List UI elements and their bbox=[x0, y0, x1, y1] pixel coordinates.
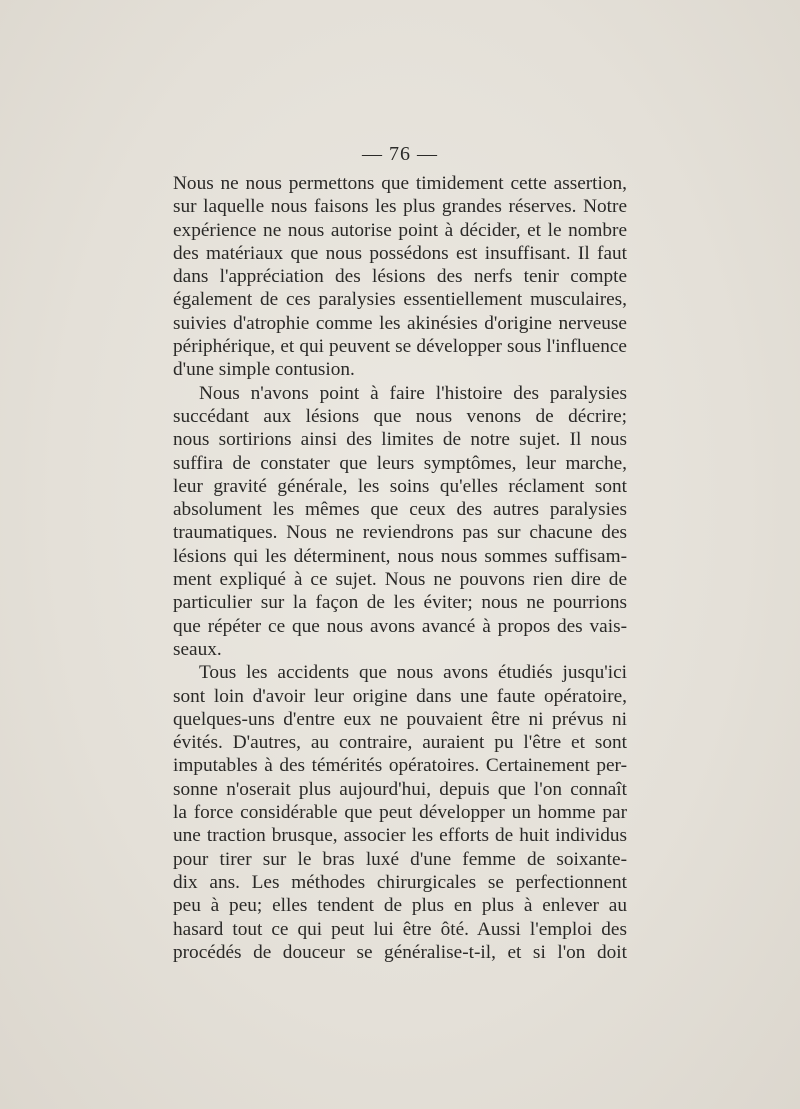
text-line: sonne n'oserait plus aujourd'hui, depuis que l'on connaît bbox=[173, 778, 627, 800]
text-line: Tous les accidents que nous avons étudiés jusqu'ici bbox=[199, 662, 627, 684]
text-line: leur gravité générale, les soins qu'elles réclament sont bbox=[173, 475, 627, 497]
text-line: peu à peu; elles tendent de plus en plus à enlever au bbox=[173, 895, 627, 917]
text-line: que répéter ce que nous avons avancé à propos des vais- bbox=[173, 615, 627, 637]
text-line: la force considérable que peut développer un homme par bbox=[173, 802, 627, 824]
text-line: lésions qui les déterminent, nous nous sommes suffisam- bbox=[173, 545, 627, 567]
text-line: seaux. bbox=[173, 638, 222, 660]
text-line: imputables à des témérités opératoires. Certainement per- bbox=[173, 755, 627, 777]
text-line: particulier sur la façon de les éviter; nous ne pourrions bbox=[173, 592, 627, 614]
text-line: ment expliqué à ce sujet. Nous ne pouvons rien dire de bbox=[173, 569, 627, 591]
text-line: nous sortirions ainsi des limites de notre sujet. Il nous bbox=[173, 429, 627, 451]
text-line: sont loin d'avoir leur origine dans une faute opératoire, bbox=[173, 685, 627, 707]
text-line: traumatiques. Nous ne reviendrons pas sur chacune des bbox=[173, 522, 627, 544]
body-text bbox=[173, 172, 627, 964]
text-line: absolument les mêmes que ceux des autres paralysies bbox=[173, 499, 627, 521]
text-line: sur laquelle nous faisons les plus grandes réserves. Notre bbox=[173, 196, 627, 218]
text-line: quelques-uns d'entre eux ne pouvaient être ni prévus ni bbox=[173, 708, 627, 730]
text-line: suffira de constater que leurs symptômes, leur marche, bbox=[173, 452, 627, 474]
text-line: des matériaux que nous possédons est insuffisant. Il faut bbox=[173, 242, 627, 264]
text-line: procédés de douceur se généralise-t-il, et si l'on doit bbox=[173, 941, 627, 963]
text-line: une traction brusque, associer les efforts de huit individus bbox=[173, 825, 627, 847]
text-line: dans l'appréciation des lésions des nerfs tenir compte bbox=[173, 266, 627, 288]
text-line: pour tirer sur le bras luxé d'une femme de soixante- bbox=[173, 848, 627, 870]
text-line: expérience ne nous autorise point à décider, et le nombre bbox=[173, 219, 627, 241]
page-number: — 76 — bbox=[362, 143, 438, 165]
text-line: également de ces paralysies essentiellement musculaires, bbox=[173, 289, 627, 311]
text-line: périphérique, et qui peuvent se développer sous l'influence bbox=[173, 336, 627, 358]
text-line: Nous n'avons point à faire l'histoire des paralysies bbox=[199, 382, 627, 404]
text-line: évités. D'autres, au contraire, auraient pu l'être et sont bbox=[173, 732, 627, 754]
text-line: d'une simple contusion. bbox=[173, 359, 355, 381]
text-line: Nous ne nous permettons que timidement cette assertion, bbox=[173, 173, 627, 194]
text-line: hasard tout ce qui peut lui être ôté. Aussi l'emploi des bbox=[173, 918, 627, 940]
text-line: dix ans. Les méthodes chirurgicales se perfectionnent bbox=[173, 871, 627, 893]
text-line: succédant aux lésions que nous venons de décrire; bbox=[173, 405, 627, 427]
text-line: suivies d'atrophie comme les akinésies d'origine nerveuse bbox=[173, 312, 627, 334]
